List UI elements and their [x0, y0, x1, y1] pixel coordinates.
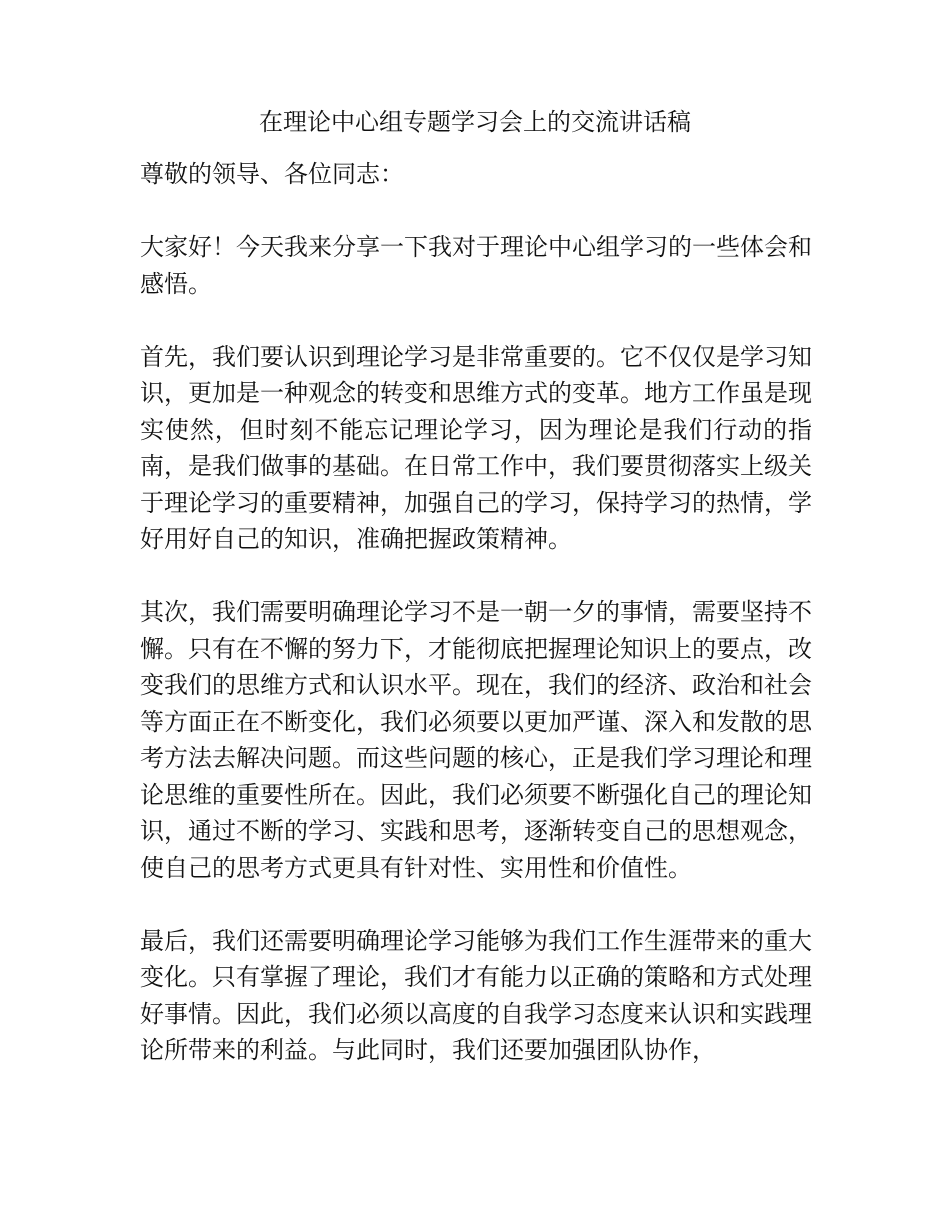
paragraph-greeting: 大家好！今天我来分享一下我对于理论中心组学习的一些体会和感悟。: [140, 233, 812, 298]
salutation: 尊敬的领导、各位同志：: [140, 160, 404, 188]
paragraph-first: 首先，我们要认识到理论学习是非常重要的。它不仅仅是学习知识，更加是一种观念的转变和思维方式的变革。地方工作虽是现实使然，但时刻不能忘记理论学习，因为理论是我们行动的指南，是我们做事的基础。在日常工作中，我们要贯彻落实上级关于理论学习的重要精神，加强自己的学习，保持学习的热情，学好用好自己的知识，准确把握政策精神。: [140, 342, 812, 553]
paragraph-second: 其次，我们需要明确理论学习不是一朝一夕的事情，需要坚持不懈。只有在不懈的努力下，才能彻底把握理论知识上的要点，改变我们的思维方式和认识水平。现在，我们的经济、政治和社会等方面正在不断变化，我们必须要以更加严谨、深入和发散的思考方法去解决问题。而这些问题的核心，正是我们学习理论和理论思维的重要性所在。因此，我们必须要不断强化自己的理论知识，通过不断的学习、实践和思考，逐渐转变自己的思想观念，使自己的思考方式更具有针对性、实用性和价值性。: [140, 598, 812, 882]
document-title: 在理论中心组专题学习会上的交流讲话稿: [259, 108, 691, 136]
document-body: [140, 156, 812, 1105]
paragraph-last: 最后，我们还需要明确理论学习能够为我们工作生涯带来的重大变化。只有掌握了理论，我们才有能力以正确的策略和方式处理好事情。因此，我们必须以高度的自我学习态度来认识和实践理论所带来的利益。与此同时，我们还要加强团队协作，: [140, 926, 812, 1064]
